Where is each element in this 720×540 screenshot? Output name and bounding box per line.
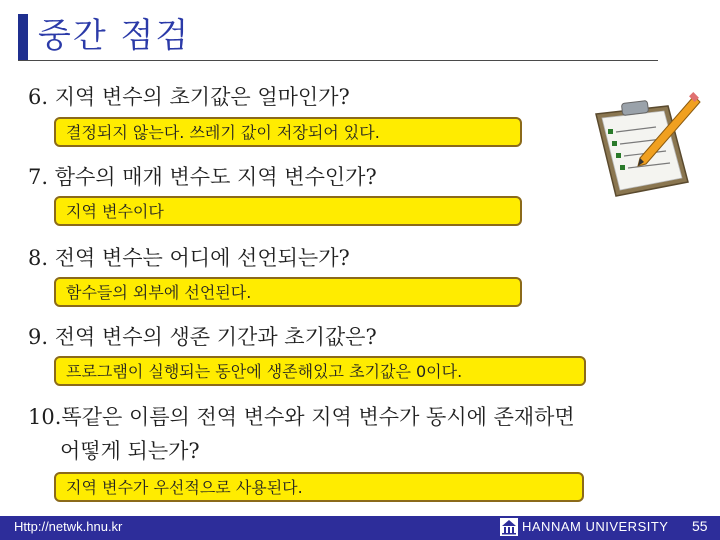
question-9 (28, 322, 377, 352)
question-text: 함수의 매개 변수도 지역 변수인가? (54, 165, 377, 189)
question-number: 10. (28, 405, 62, 429)
title-accent-bar (18, 14, 28, 60)
question-text: 지역 변수의 초기값은 얼마인가? (54, 85, 350, 109)
answer-9: 프로그램이 실행되는 동안에 생존해있고 초기값은 0이다. (54, 356, 586, 386)
question-text: 전역 변수는 어디에 선언되는가? (54, 246, 350, 270)
answer-7: 지역 변수이다 (54, 196, 522, 226)
question-number: 8. (28, 246, 49, 270)
question-text: 똑같은 이름의 전역 변수와 지역 변수가 동시에 존재하면 (61, 405, 575, 429)
footer-university: HANNAM UNIVERSITY (522, 519, 669, 534)
question-10 (28, 402, 575, 432)
question-7 (28, 162, 377, 192)
question-text: 어떻게 되는가? (60, 439, 200, 463)
university-logo-icon (500, 518, 518, 536)
question-8 (28, 243, 350, 273)
question-number: 6. (28, 85, 49, 109)
footer-url[interactable]: Http://netwk.hnu.kr (14, 519, 123, 534)
title-divider (18, 60, 658, 61)
answer-6: 결정되지 않는다. 쓰레기 값이 저장되어 있다. (54, 117, 522, 147)
question-10-continued (60, 436, 200, 466)
question-6 (28, 82, 350, 112)
page-title: 중간 점검 (38, 16, 191, 56)
page-number: 55 (692, 518, 708, 534)
question-text: 전역 변수의 생존 기간과 초기값은? (54, 325, 377, 349)
clipboard-pencil-icon (576, 92, 704, 204)
question-number: 7. (28, 165, 49, 189)
answer-10: 지역 변수가 우선적으로 사용된다. (54, 472, 584, 502)
question-number: 9. (28, 325, 49, 349)
answer-8: 함수들의 외부에 선언된다. (54, 277, 522, 307)
